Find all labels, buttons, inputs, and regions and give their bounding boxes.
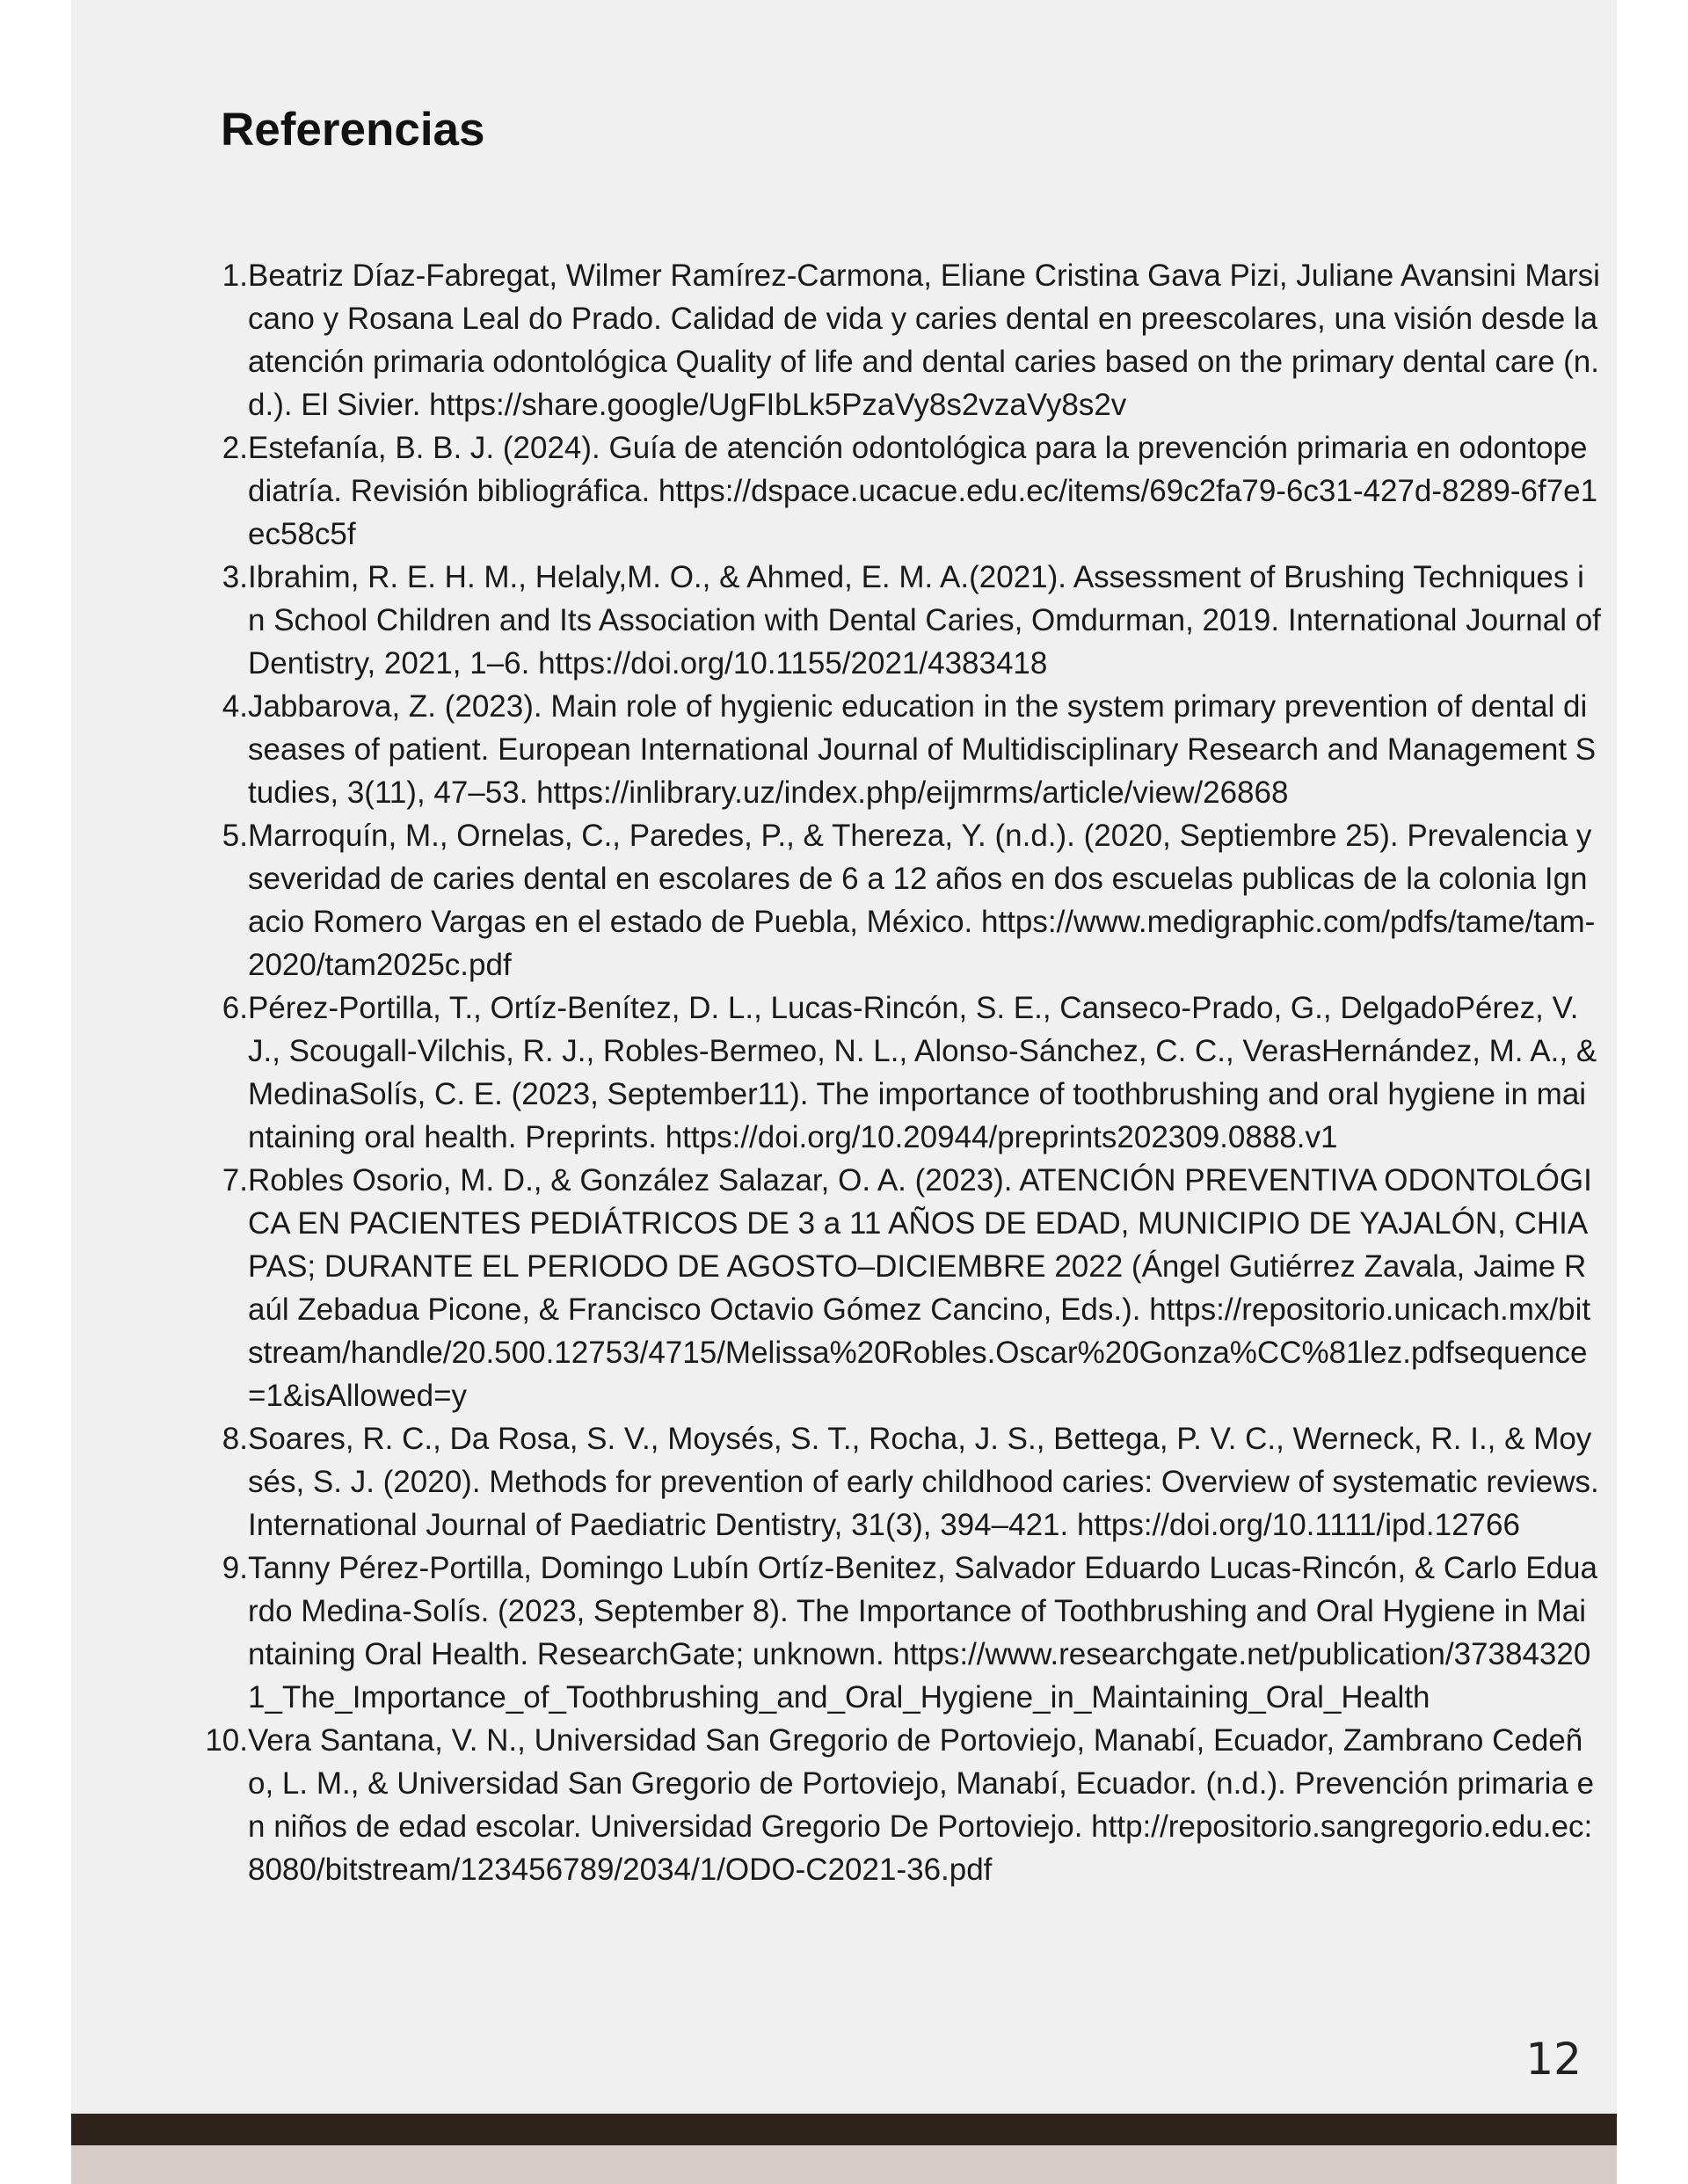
reference-number: 9. xyxy=(222,1551,248,1585)
reference-number: 7. xyxy=(222,1163,248,1198)
reference-text: Ibrahim, R. E. H. M., Helaly,M. O., & Ahmed, E. M. A.(2021). Assessment of Brushing Techniques in School Children and Its Association with Dental Caries, Omdurman, 2019. International Journal of Dentistry, 2021, 1–6. https://doi.org/10.1155/2021/4383418 xyxy=(248,560,1601,681)
reference-item xyxy=(203,685,1601,814)
reference-text: Marroquín, M., Ornelas, C., Paredes, P., & Thereza, Y. (n.d.). (2020, Septiembre 25). Prevalencia y severidad de caries dental en escolares de 6 a 12 años en dos escuelas publicas de la colonia Ignacio Romero Vargas en el estado de Puebla, México. https://www.medigraphic.com/pdfs/tame/tam-2020/tam2025c.pdf xyxy=(248,819,1596,982)
reference-item xyxy=(203,556,1601,685)
reference-number: 4. xyxy=(222,689,248,724)
reference-number: 8. xyxy=(222,1422,248,1456)
page-number: 12 xyxy=(1525,2034,1582,2085)
reference-text: Tanny Pérez-Portilla, Domingo Lubín Ortíz-Benitez, Salvador Eduardo Lucas-Rincón, & Carlo Eduardo Medina-Solís. (2023, September 8). The Importance of Toothbrushing and Oral Hygiene in Maintaining Oral Health. ResearchGate; unknown. https://www.researchgate.net/publication/373843201_The_Importance_of_Toothbrushing_and_Oral_Hygiene_in_Maintaining_Oral_Health xyxy=(248,1551,1597,1714)
reference-item xyxy=(203,1417,1601,1547)
reference-list xyxy=(203,254,1601,1891)
reference-text: Soares, R. C., Da Rosa, S. V., Moysés, S. T., Rocha, J. S., Bettega, P. V. C., Werneck, R. I., & Moysés, S. J. (2020). Methods for prevention of early childhood caries: Overview of systematic reviews. International Journal of Paediatric Dentistry, 31(3), 394–421. https://doi.org/10.1111/ipd.12766 xyxy=(248,1422,1599,1542)
reference-text: Jabbarova, Z. (2023). Main role of hygienic education in the system primary prevention of dental diseases of patient. European International Journal of Multidisciplinary Research and Management Studies, 3(11), 47–53. https://inlibrary.uz/index.php/eijmrms/article/view/26868 xyxy=(248,689,1597,810)
reference-number: 6. xyxy=(222,991,248,1025)
reference-item xyxy=(203,1547,1601,1719)
reference-number: 10. xyxy=(205,1723,248,1758)
reference-text: Pérez-Portilla, T., Ortíz-Benítez, D. L., Lucas-Rincón, S. E., Canseco-Prado, G., DelgadoPérez, V. J., Scougall-Vilchis, R. J., Robles-Bermeo, N. L., Alonso-Sánchez, C. C., VerasHernández, M. A., & MedinaSolís, C. E. (2023, September11). The importance of toothbrushing and oral hygiene in maintaining oral health. Preprints. https://doi.org/10.20944/preprints202309.0888.v1 xyxy=(248,991,1597,1154)
reference-number: 2. xyxy=(222,431,248,465)
reference-text: Beatriz Díaz-Fabregat, Wilmer Ramírez-Carmona, Eliane Cristina Gava Pizi, Juliane Avansini Marsicano y Rosana Leal do Prado. Calidad de vida y caries dental en preescolares, una visión desde la atención primaria odontológica Quality of life and dental caries based on the primary dental care (n.d.). El Sivier. https://share.google/UgFIbLk5PzaVy8s2vzaVy8s2v xyxy=(248,258,1600,422)
document-page xyxy=(71,0,1617,2184)
footer-band-light xyxy=(71,2145,1617,2184)
footer-band-dark xyxy=(71,2114,1617,2145)
reference-text: Vera Santana, V. N., Universidad San Gregorio de Portoviejo, Manabí, Ecuador, Zambrano Cedeño, L. M., & Universidad San Gregorio de Portoviejo, Manabí, Ecuador. (n.d.). Prevención primaria en niños de edad escolar. Universidad Gregorio De Portoviejo. http://repositorio.sangregorio.edu.ec:8080/bitstream/123456789/2034/1/ODO-C2021-36.pdf xyxy=(248,1723,1595,1887)
reference-item xyxy=(203,426,1601,556)
reference-item xyxy=(203,814,1601,986)
reference-text: Robles Osorio, M. D., & González Salazar, O. A. (2023). ATENCIÓN PREVENTIVA ODONTOLÓGICA EN PACIENTES PEDIÁTRICOS DE 3 a 11 AÑOS DE EDAD, MUNICIPIO DE YAJALÓN, CHIAPAS; DURANTE EL PERIODO DE AGOSTO–DICIEMBRE 2022 (Ángel Gutiérrez Zavala, Jaime Raúl Zebadua Picone, & Francisco Octavio Gómez Cancino, Eds.). https://repositorio.unicach.mx/bitstream/handle/20.500.12753/4715/Melissa%20Robles.Oscar%20Gonza%CC%81lez.pdfsequence=1&isAllowed=y xyxy=(248,1163,1592,1413)
reference-number: 3. xyxy=(222,560,248,594)
reference-item xyxy=(203,254,1601,426)
reference-item xyxy=(203,986,1601,1159)
reference-number: 1. xyxy=(222,258,248,293)
reference-item xyxy=(203,1159,1601,1417)
reference-text: Estefanía, B. B. J. (2024). Guía de atención odontológica para la prevención primaria en odontopediatría. Revisión bibliográfica. https://dspace.ucacue.edu.ec/items/69c2fa79-6c31-427d-8289-6f7e1ec58c5f xyxy=(248,431,1598,551)
reference-item xyxy=(203,1719,1601,1891)
reference-number: 5. xyxy=(222,819,248,853)
page-title: Referencias xyxy=(221,104,485,156)
